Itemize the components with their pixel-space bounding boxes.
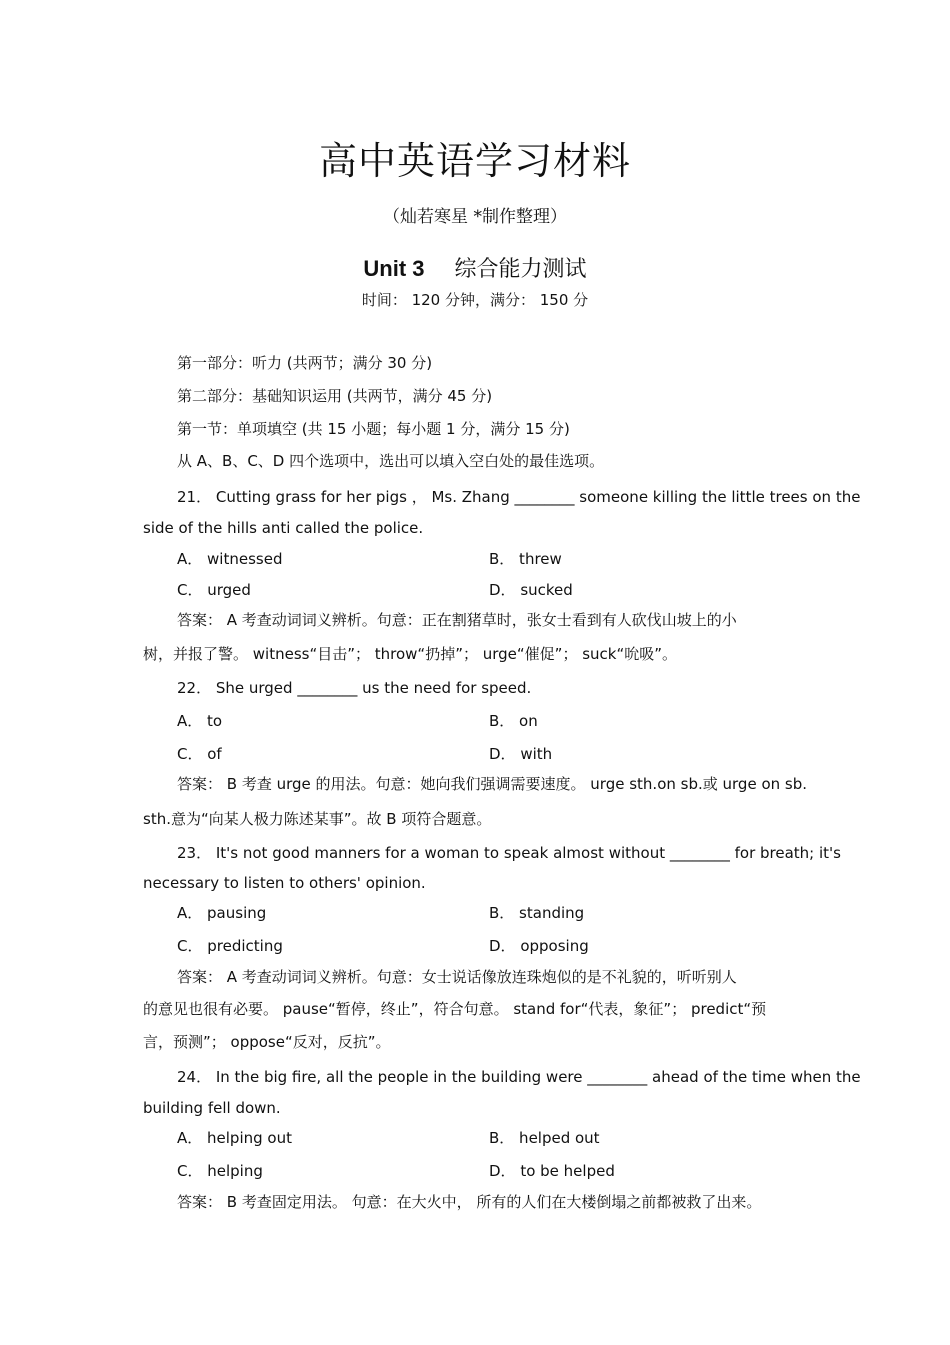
- question-23-option-d: D． opposing: [489, 937, 589, 955]
- question-23-answer-cont-2: 言，预测”； oppose“反对，反抗”。: [143, 1033, 391, 1051]
- question-24-answer: 答案： B 考查固定用法。 句意：在大火中， 所有的人们在大楼倒塌之前都被救了出来。: [177, 1193, 762, 1211]
- question-21-text: 21． Cutting grass for her pigs ， Ms. Zhang ________ someone killing the little trees on the: [177, 488, 861, 506]
- question-21-text-cont: side of the hills anti called the police.: [143, 519, 424, 537]
- question-23-option-c: C． predicting: [177, 937, 283, 955]
- question-23-answer: 答案： A 考查动词词义辨析。句意：女士说话像放连珠炮似的是不礼貌的，听听别人: [177, 968, 737, 986]
- question-24-option-a: A． helping out: [177, 1129, 292, 1147]
- section-single-choice: 第一节：单项填空 (共 15 小题；每小题 1 分，满分 15 分): [177, 420, 570, 438]
- time-info: 时间： 120 分钟，满分： 150 分: [361, 291, 589, 309]
- question-22-option-a: A． to: [177, 712, 223, 730]
- question-23-option-b: B． standing: [489, 904, 585, 922]
- question-22-option-d: D． with: [489, 745, 553, 763]
- question-22-text: 22． She urged ________ us the need for speed.: [177, 679, 532, 697]
- section-part-one: 第一部分：听力 (共两节；满分 30 分): [177, 354, 433, 372]
- question-23-text-cont: necessary to listen to others' opinion.: [143, 874, 426, 892]
- section-part-two: 第二部分：基础知识运用 (共两节，满分 45 分): [177, 387, 493, 405]
- section-instructions: 从 A、B、C、D 四个选项中，选出可以填入空白处的最佳选项。: [177, 452, 605, 470]
- question-22-option-c: C． of: [177, 745, 222, 763]
- unit-heading: [0, 258, 950, 281]
- question-24-text: 24． In the big fire, all the people in the building were ________ ahead of the time when the: [177, 1068, 861, 1086]
- unit-name: 综合能力测试: [454, 257, 587, 282]
- question-24-option-c: C． helping: [177, 1162, 263, 1180]
- question-22-answer-cont: sth.意为“向某人极力陈述某事”。故 B 项符合题意。: [143, 810, 492, 828]
- question-21-option-a: A． witnessed: [177, 550, 283, 568]
- question-21-option-d: D． sucked: [489, 581, 573, 599]
- question-21-answer-cont: 树，并报了警。 witness“目击”； throw“扔掉”； urge“催促”； suck“吮吸”。: [143, 645, 678, 663]
- question-21-option-b: B． threw: [489, 550, 562, 568]
- question-23-answer-cont: 的意见也很有必要。 pause“暂停，终止”，符合句意。 stand for“代表，象征”； predict“预: [143, 1000, 767, 1018]
- unit-label: Unit 3: [363, 256, 425, 281]
- question-22-answer: 答案： B 考查 urge 的用法。句意：她向我们强调需要速度。 urge sth.on sb.或 urge on sb.: [177, 775, 808, 793]
- question-21-answer: 答案： A 考查动词词义辨析。句意：正在割猪草时，张女士看到有人砍伐山坡上的小: [177, 611, 737, 629]
- question-24-text-cont: building fell down.: [143, 1099, 281, 1117]
- question-23-option-a: A． pausing: [177, 904, 267, 922]
- document-title: 高中英语学习材料: [318, 139, 631, 183]
- document-subtitle: （灿若寒星 *制作整理）: [383, 207, 567, 227]
- question-24-option-d: D． to be helped: [489, 1162, 615, 1180]
- question-22-option-b: B． on: [489, 712, 538, 730]
- question-21-option-c: C． urged: [177, 581, 251, 599]
- question-23-text: 23． It's not good manners for a woman to speak almost without ________ for breath; it's: [177, 844, 841, 862]
- question-24-option-b: B． helped out: [489, 1129, 600, 1147]
